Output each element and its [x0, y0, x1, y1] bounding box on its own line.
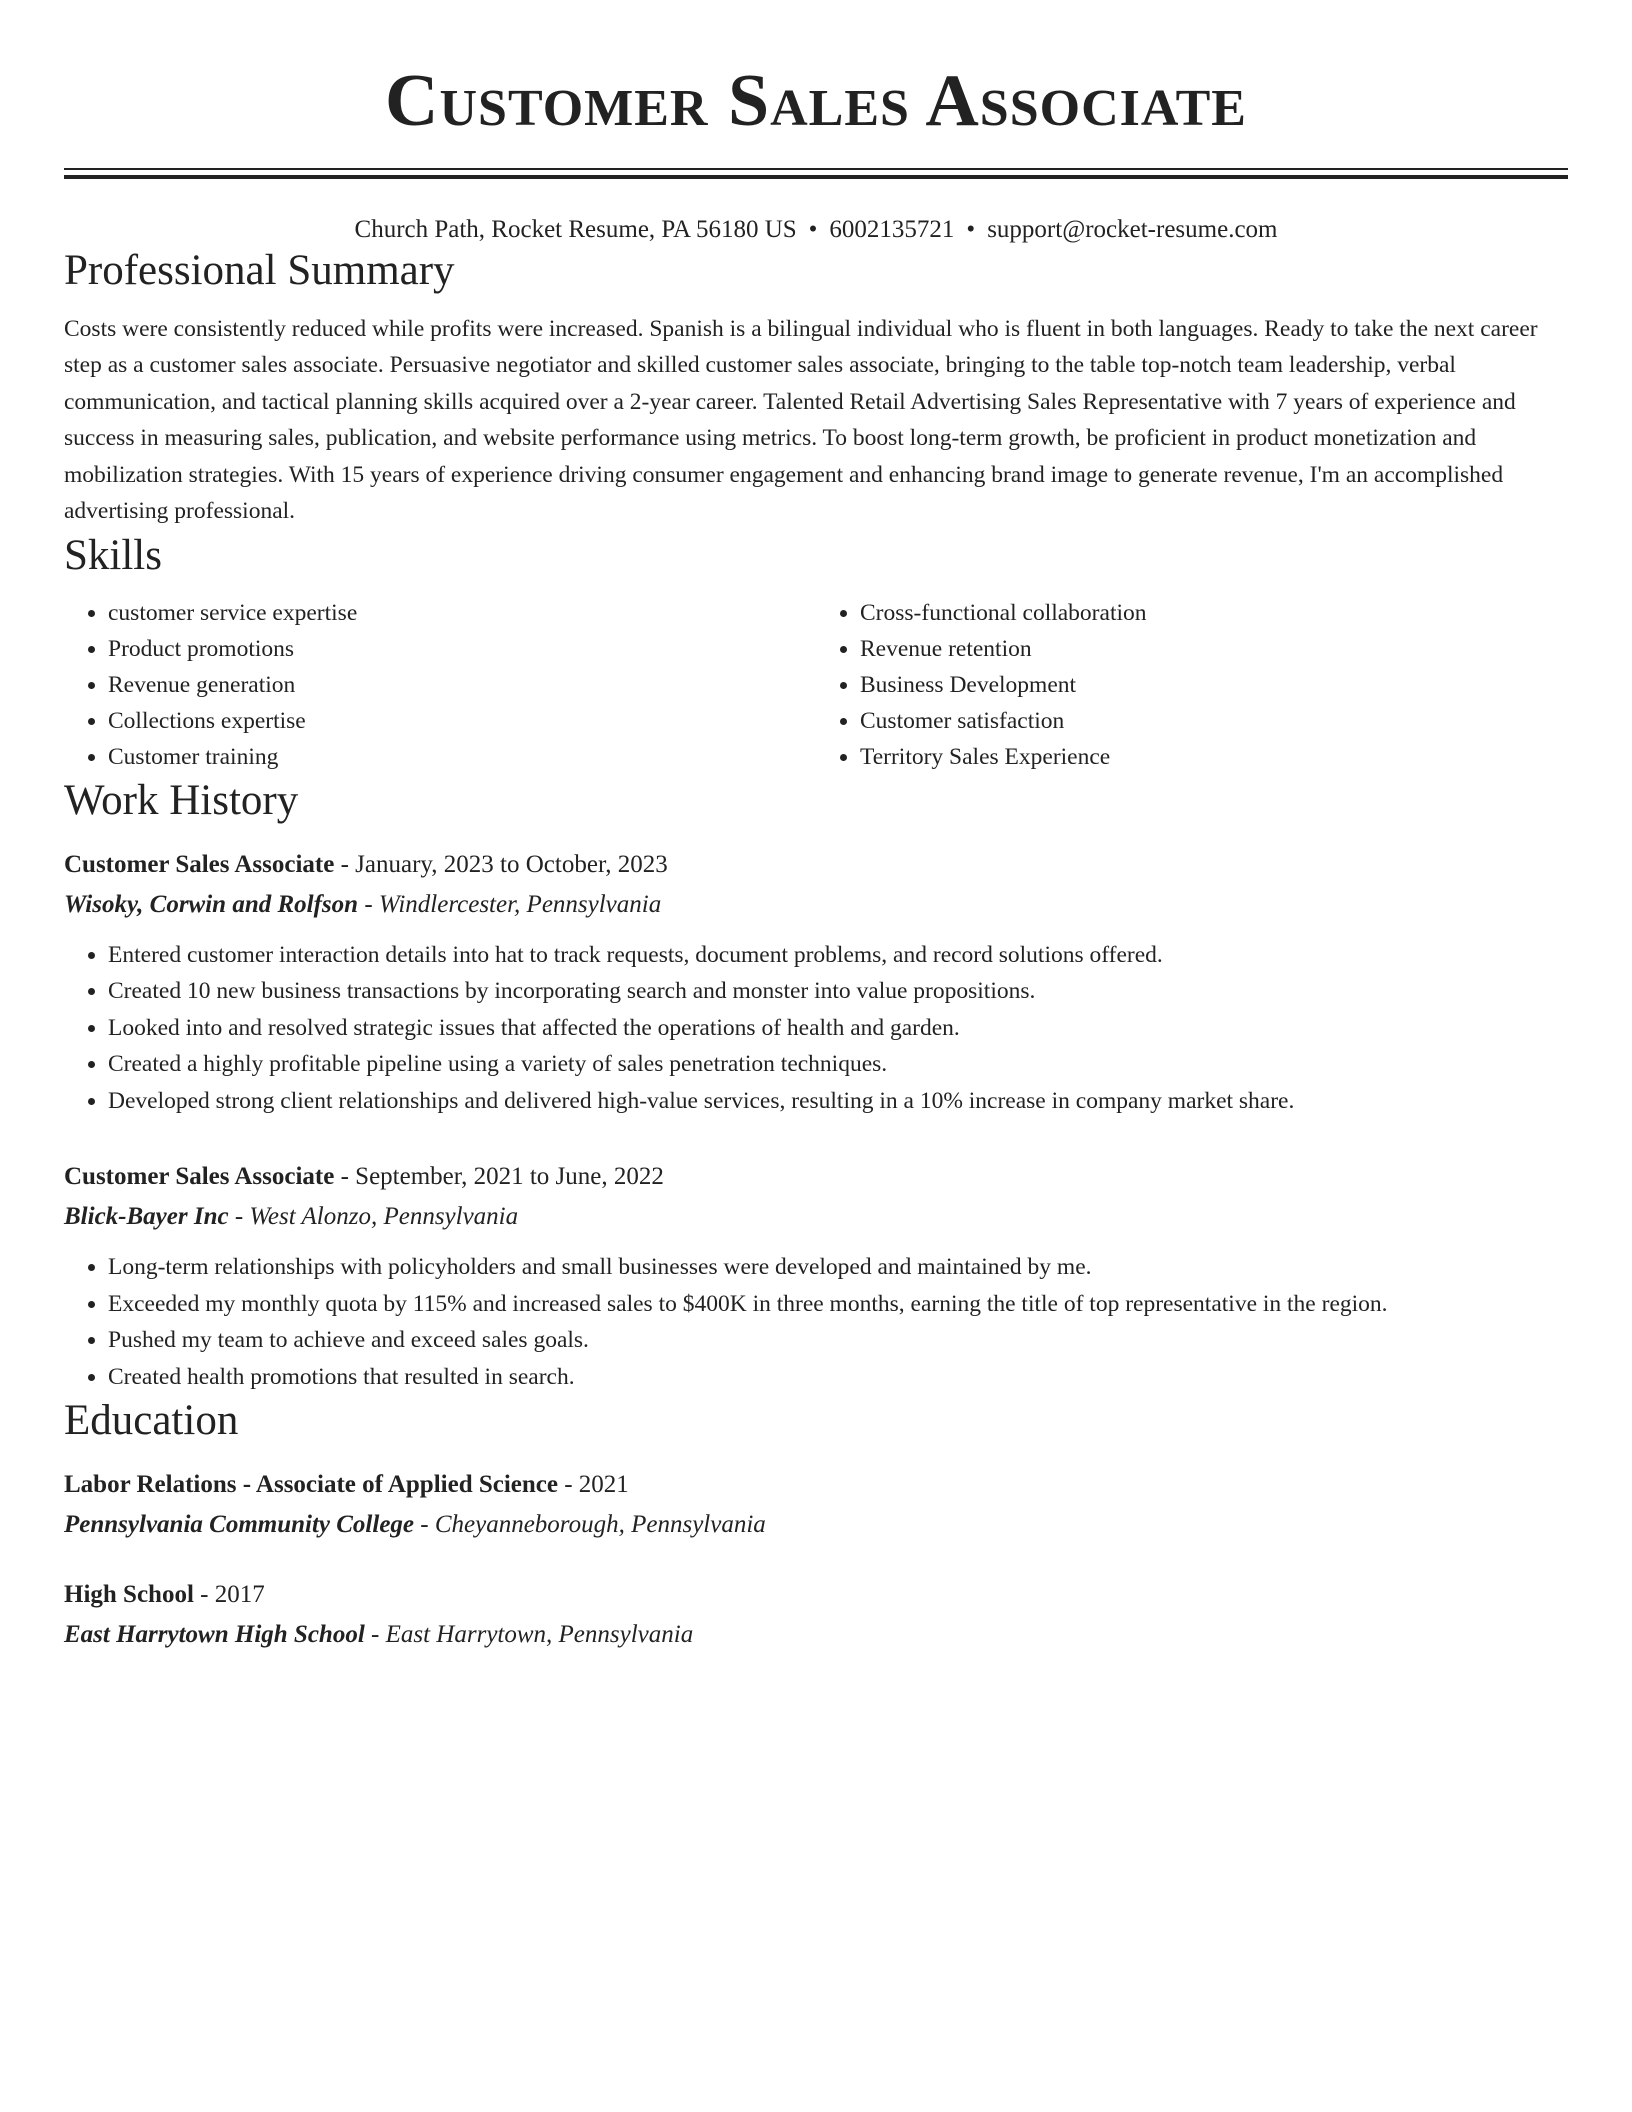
skill-item: • Revenue retention — [860, 631, 1568, 667]
job-bullet: • Developed strong client relationships and delivered high-value services, resulting in a 10% increase in company market share. — [108, 1083, 1568, 1120]
education-school: East Harrytown High School — [64, 1620, 365, 1648]
education-degree-line — [64, 1467, 1568, 1503]
job-bullet: • Long-term relationships with policyholders and small businesses were developed and maintained by me. — [108, 1249, 1568, 1286]
job-employer: Blick-Bayer Inc — [64, 1203, 229, 1231]
job-bullets — [64, 937, 1568, 1120]
job-bullet: • Created health promotions that resulted in search. — [108, 1359, 1568, 1396]
title-divider — [64, 168, 1568, 179]
skill-item: • Customer satisfaction — [860, 703, 1568, 739]
education-degree: High School — [64, 1580, 194, 1608]
skill-item: • customer service expertise — [108, 595, 816, 631]
skill-item: • Business Development — [860, 667, 1568, 703]
skills-column-right — [816, 595, 1568, 775]
job-location: - West Alonzo, Pennsylvania — [228, 1203, 519, 1231]
job-location: - Windlercester, Pennsylvania — [358, 890, 662, 918]
job-bullet: • Pushed my team to achieve and exceed sales goals. — [108, 1322, 1568, 1359]
contact-line — [64, 215, 1568, 245]
job-employer-line — [64, 1199, 1568, 1235]
skill-item: • Territory Sales Experience — [860, 739, 1568, 775]
job-entry — [64, 1159, 1568, 1395]
job-bullet: • Entered customer interaction details into hat to track requests, document problems, and record solutions offered. — [108, 937, 1568, 974]
education-school-line — [64, 1617, 1568, 1653]
job-title-line — [64, 1159, 1568, 1195]
education-location: - Cheyanneborough, Pennsylvania — [414, 1510, 766, 1538]
job-title: Customer Sales Associate — [64, 1163, 335, 1191]
work-history-heading: Work History — [64, 777, 299, 825]
education-degree: Labor Relations - Associate of Applied Science — [64, 1470, 558, 1498]
contact-separator: • — [808, 216, 818, 243]
education-location: - East Harrytown, Pennsylvania — [364, 1620, 694, 1648]
job-bullet: • Created 10 new business transactions by incorporating search and monster into value propositions. — [108, 973, 1568, 1010]
skills-list — [64, 595, 1568, 775]
contact-address: Church Path, Rocket Resume, PA 56180 US — [354, 216, 797, 243]
job-title-line — [64, 847, 1568, 883]
job-title: Customer Sales Associate — [64, 850, 335, 878]
job-employer-line — [64, 887, 1568, 923]
job-entry — [64, 847, 1568, 1120]
skill-item: • Customer training — [108, 739, 816, 775]
job-bullet: • Created a highly profitable pipeline using a variety of sales penetration techniques. — [108, 1046, 1568, 1083]
summary-text: Costs were consistently reduced while profits were increased. Spanish is a bilingual individual who is fluent in both languages. Ready to take the next career step as a customer sales associate. Persuasive negotiator and skilled customer sales associate, bringing to the table top-notch team leadership, verbal communication, and tactical planning skills acquired over a 2-year career. Talented Retail Advertising Sales Representative with 7 years of experience and success in measuring sales, publication, and website performance using metrics. To boost long-term growth, be proficient in product monetization and mobilization strategies. With 15 years of experience driving consumer engagement and enhancing brand image to generate revenue, I'm an accomplished advertising professional. — [64, 315, 1538, 525]
job-bullets — [64, 1249, 1568, 1395]
job-dates: - September, 2021 to June, 2022 — [334, 1163, 664, 1191]
contact-phone: 6002135721 — [829, 216, 955, 243]
contact-email: support@rocket-resume.com — [987, 216, 1278, 243]
skills-column-left — [64, 595, 816, 775]
education-school-line — [64, 1507, 1568, 1543]
skill-item: • Revenue generation — [108, 667, 816, 703]
summary-heading: Professional Summary — [64, 247, 455, 294]
skill-item: • Collections expertise — [108, 703, 816, 739]
contact-separator: • — [966, 216, 976, 243]
job-bullet: • Exceeded my monthly quota by 115% and increased sales to $400K in three months, earning the title of top representative in the region. — [108, 1286, 1568, 1323]
education-school: Pennsylvania Community College — [64, 1510, 415, 1538]
job-dates: - January, 2023 to October, 2023 — [334, 850, 668, 878]
job-employer: Wisoky, Corwin and Rolfson — [64, 890, 359, 918]
education-degree-line — [64, 1577, 1568, 1613]
job-bullet: • Looked into and resolved strategic issues that affected the operations of health and garden. — [108, 1010, 1568, 1047]
skills-heading: Skills — [64, 531, 162, 579]
resume-title: Customer Sales Associate — [385, 60, 1247, 142]
skill-item: • Product promotions — [108, 631, 816, 667]
skill-item: • Cross-functional collaboration — [860, 595, 1568, 631]
education-entry — [64, 1577, 1568, 1653]
education-year: - 2021 — [557, 1470, 629, 1498]
education-heading: Education — [64, 1397, 239, 1445]
education-entry — [64, 1467, 1568, 1543]
education-year: - 2017 — [193, 1580, 265, 1608]
